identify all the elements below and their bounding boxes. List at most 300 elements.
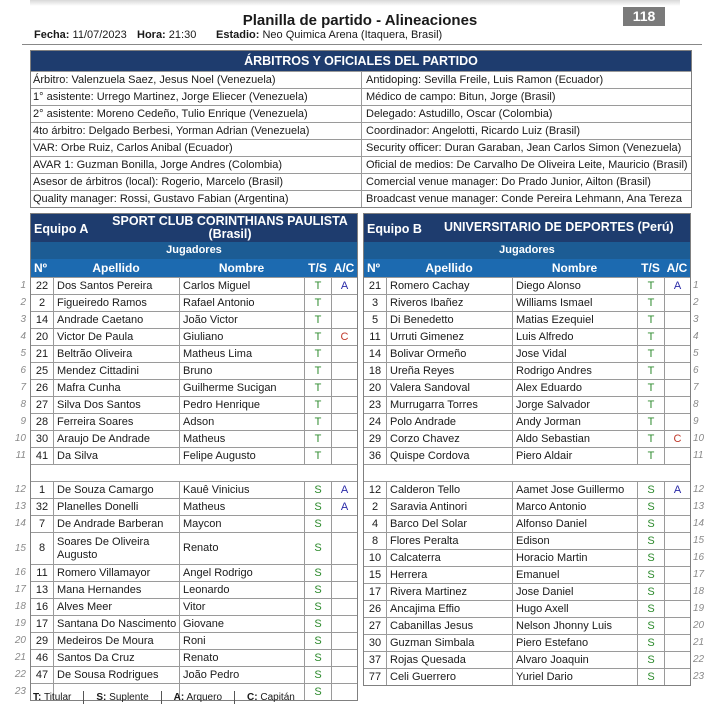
player-ac — [664, 516, 690, 532]
player-apellido: Flores Peralta — [386, 533, 512, 549]
player-ac: A — [331, 482, 357, 498]
player-apellido: De Souza Camargo — [53, 482, 179, 498]
player-row — [364, 430, 690, 447]
player-apellido: Calcaterra — [386, 550, 512, 566]
team-a-label: Equipo A — [34, 222, 89, 236]
row-index: 3 — [20, 314, 26, 325]
fecha-value: 11/07/2023 — [72, 29, 127, 41]
official-item: Asesor de árbitros (local): Rogerio, Marcelo (Brasil) — [31, 173, 361, 190]
player-ac — [664, 363, 690, 379]
estadio-label: Estadio: — [216, 29, 260, 41]
player-nombre: Adson — [179, 414, 304, 430]
player-ts: T — [637, 414, 664, 430]
player-apellido: Polo Andrade — [386, 414, 512, 430]
player-apellido: Andrade Caetano — [53, 312, 179, 328]
player-row — [364, 447, 690, 464]
player-ts: S — [637, 482, 664, 498]
player-number: 28 — [35, 416, 49, 428]
player-ts: S — [637, 652, 664, 668]
legend-key: S: — [96, 692, 107, 703]
player-apellido: Ferreira Soares — [53, 414, 179, 430]
player-ts: T — [304, 448, 331, 464]
player-nombre: João Victor — [179, 312, 304, 328]
row-index: 19 — [693, 603, 705, 614]
player-ac — [331, 650, 357, 666]
row-index: 4 — [20, 331, 26, 342]
player-ac — [331, 363, 357, 379]
player-nombre: Carlos Miguel — [179, 278, 304, 294]
player-number: 11 — [369, 331, 381, 343]
player-apellido: De Andrade Barberan — [53, 516, 179, 532]
legend-item — [234, 691, 307, 704]
player-apellido: Riveros Ibañez — [386, 295, 512, 311]
player-ac — [664, 312, 690, 328]
player-ts: S — [304, 633, 331, 649]
legend-label: Suplente — [109, 692, 149, 703]
player-apellido: Calderon Tello — [386, 482, 512, 498]
player-nombre: Alex Eduardo — [512, 380, 637, 396]
player-number: 21 — [368, 280, 382, 292]
player-number: 16 — [35, 601, 49, 613]
row-index: 4 — [693, 331, 699, 342]
player-row — [364, 413, 690, 430]
team-a-name — [107, 215, 353, 241]
player-ts: T — [637, 397, 664, 413]
player-nombre: Aamet Jose Guillermo — [512, 482, 637, 498]
player-apellido: Alves Meer — [53, 599, 179, 615]
legend-key: A: — [173, 692, 185, 703]
player-apellido: Silva Dos Santos — [53, 397, 179, 413]
player-nombre: Nelson Jhonny Luis — [512, 618, 637, 634]
player-ts: S — [304, 650, 331, 666]
player-row — [364, 328, 690, 345]
fecha-label: Fecha: — [34, 29, 70, 41]
player-apellido: Planelles Donelli — [53, 499, 179, 515]
player-nombre: Jose Daniel — [512, 584, 637, 600]
player-nombre: Rafael Antonio — [179, 295, 304, 311]
player-apellido: Bolivar Ormeño — [386, 346, 512, 362]
player-ts: S — [637, 601, 664, 617]
section-gap — [364, 464, 690, 481]
row-index: 14 — [693, 518, 705, 529]
player-number: 32 — [35, 501, 49, 513]
player-ts: T — [304, 397, 331, 413]
player-number: 21 — [35, 348, 49, 360]
player-number: 11 — [36, 567, 48, 579]
player-ts: T — [304, 295, 331, 311]
player-nombre: Diego Alonso — [512, 278, 637, 294]
player-ac — [331, 414, 357, 430]
team-a-name-line1: SPORT CLUB CORINTHIANS PAULISTA — [112, 214, 348, 228]
player-ac — [331, 431, 357, 447]
player-ac — [664, 669, 690, 685]
player-number: 36 — [368, 450, 382, 462]
player-row — [31, 345, 357, 362]
team-a-table — [30, 213, 358, 701]
player-ts: S — [637, 516, 664, 532]
row-index: 12 — [14, 484, 26, 495]
row-index: 22 — [14, 669, 26, 680]
player-ts: S — [637, 635, 664, 651]
player-ts: S — [637, 567, 664, 583]
legend-label: Arquero — [186, 692, 223, 703]
player-ac — [664, 329, 690, 345]
player-nombre: Jorge Salvador — [512, 397, 637, 413]
player-ac: A — [331, 278, 357, 294]
player-number: 18 — [368, 365, 382, 377]
legend-item — [161, 691, 234, 704]
player-ac — [664, 601, 690, 617]
player-number: 77 — [368, 671, 382, 683]
row-index: 7 — [693, 382, 699, 393]
player-apellido: Soares De Oliveira Augusto — [53, 533, 179, 564]
player-row — [31, 447, 357, 464]
player-number: 27 — [35, 399, 49, 411]
player-ac — [664, 346, 690, 362]
row-index: 6 — [20, 365, 26, 376]
row-index: 18 — [14, 601, 26, 612]
player-apellido: Romero Villamayor — [53, 565, 179, 581]
player-row — [364, 515, 690, 532]
player-ts: S — [304, 684, 331, 700]
player-ts: S — [304, 516, 331, 532]
player-ac: A — [664, 278, 690, 294]
player-row — [31, 430, 357, 447]
row-index: 9 — [20, 416, 26, 427]
player-row — [31, 277, 357, 294]
player-row — [31, 598, 357, 615]
player-number: 5 — [371, 314, 379, 326]
player-ts: T — [637, 278, 664, 294]
player-number: 10 — [368, 552, 382, 564]
player-apellido: Ureña Reyes — [386, 363, 512, 379]
col-ts: T/S — [641, 261, 660, 275]
player-row — [364, 362, 690, 379]
team-b-name-line1: UNIVERSITARIO DE DEPORTES (Perú) — [444, 220, 674, 234]
page-number-badge: 118 — [623, 7, 665, 26]
player-nombre: Alfonso Daniel — [512, 516, 637, 532]
team-a-column-headers — [31, 259, 357, 277]
player-nombre: Marco Antonio — [512, 499, 637, 515]
player-ac — [331, 616, 357, 632]
player-ts: T — [304, 431, 331, 447]
row-index: 6 — [693, 365, 699, 376]
player-ts: T — [637, 346, 664, 362]
player-ts: S — [304, 582, 331, 598]
player-nombre: Kauê Vinicius — [179, 482, 304, 498]
player-apellido: Araujo De Andrade — [53, 431, 179, 447]
official-item: VAR: Orbe Ruiz, Carlos Anibal (Ecuador) — [31, 139, 361, 156]
player-apellido: Medeiros De Moura — [53, 633, 179, 649]
player-nombre: Emanuel — [512, 567, 637, 583]
player-nombre: Matheus — [179, 499, 304, 515]
player-number: 4 — [371, 518, 379, 530]
official-item: Quality manager: Rossi, Gustavo Fabian (Argentina) — [31, 190, 361, 207]
player-number: 3 — [371, 297, 379, 309]
player-ts: T — [304, 414, 331, 430]
official-item: Coordinador: Angelotti, Ricardo Luiz (Brasil) — [361, 122, 691, 139]
player-ac — [331, 565, 357, 581]
team-a-body — [31, 277, 357, 700]
team-a-header — [31, 214, 357, 242]
player-ts: S — [637, 499, 664, 515]
player-number: 30 — [368, 637, 382, 649]
player-row — [364, 549, 690, 566]
player-number: 12 — [368, 484, 382, 496]
player-number: 29 — [35, 635, 49, 647]
player-nombre: Angel Rodrigo — [179, 565, 304, 581]
row-index: 21 — [693, 637, 705, 648]
row-index: 10 — [693, 433, 705, 444]
player-apellido: Figueiredo Ramos — [53, 295, 179, 311]
player-apellido: Cabanillas Jesus — [386, 618, 512, 634]
player-apellido: Santana Do Nascimento — [53, 616, 179, 632]
player-nombre: Renato — [179, 650, 304, 666]
player-nombre: Williams Ismael — [512, 295, 637, 311]
player-nombre: Matheus — [179, 431, 304, 447]
player-ts: S — [637, 533, 664, 549]
player-nombre: Matias Ezequiel — [512, 312, 637, 328]
officials-title: ÁRBITROS Y OFICIALES DEL PARTIDO — [31, 51, 691, 71]
player-ac — [331, 448, 357, 464]
player-ts: S — [304, 599, 331, 615]
player-row — [31, 615, 357, 632]
player-apellido: Murrugarra Torres — [386, 397, 512, 413]
player-row — [364, 634, 690, 651]
player-row — [31, 581, 357, 598]
player-apellido: Ancajima Effio — [386, 601, 512, 617]
official-item: Antidoping: Sevilla Freile, Luis Ramon (Ecuador) — [361, 71, 691, 88]
player-number: 37 — [368, 654, 382, 666]
row-index: 5 — [20, 348, 26, 359]
player-row — [364, 277, 690, 294]
player-row — [364, 345, 690, 362]
estadio-field — [216, 29, 442, 41]
player-ts: T — [637, 295, 664, 311]
team-b-header — [364, 214, 690, 242]
player-apellido: Mana Hernandes — [53, 582, 179, 598]
player-nombre: Matheus Lima — [179, 346, 304, 362]
player-number: 13 — [35, 584, 49, 596]
player-number: 8 — [38, 542, 46, 554]
player-ac: A — [664, 482, 690, 498]
col-no: Nº — [34, 261, 48, 275]
player-row — [31, 666, 357, 683]
team-b-label: Equipo B — [367, 222, 422, 236]
player-row — [364, 600, 690, 617]
official-item: 4to árbitro: Delgado Berbesi, Yorman Adrian (Venezuela) — [31, 122, 361, 139]
player-ts: T — [637, 380, 664, 396]
player-row — [31, 498, 357, 515]
player-nombre: Felipe Augusto — [179, 448, 304, 464]
col-nombre: Nombre — [218, 261, 265, 275]
row-index: 21 — [14, 652, 26, 663]
player-ac — [331, 533, 357, 564]
row-index: 20 — [14, 635, 26, 646]
player-nombre: Roni — [179, 633, 304, 649]
player-ts: S — [637, 550, 664, 566]
row-index: 19 — [14, 618, 26, 629]
player-number: 26 — [368, 603, 382, 615]
hora-value: 21:30 — [168, 29, 197, 41]
player-ts: S — [304, 667, 331, 683]
player-apellido: Mendez Cittadini — [53, 363, 179, 379]
player-ac — [331, 633, 357, 649]
player-apellido: Guzman Simbala — [386, 635, 512, 651]
official-item: Security officer: Duran Garaban, Jean Carlos Simon (Venezuela) — [361, 139, 691, 156]
row-index: 10 — [14, 433, 26, 444]
legend-key: C: — [247, 692, 258, 703]
player-ac — [331, 380, 357, 396]
player-row — [31, 311, 357, 328]
player-row — [364, 294, 690, 311]
player-ts: T — [304, 278, 331, 294]
player-apellido: Valera Sandoval — [386, 380, 512, 396]
player-number: 22 — [35, 280, 49, 292]
col-ac: A/C — [666, 261, 688, 275]
row-index: 18 — [693, 586, 705, 597]
player-row — [31, 328, 357, 345]
official-item: Médico de campo: Bitun, Jorge (Brasil) — [361, 88, 691, 105]
player-number: 15 — [368, 569, 382, 581]
page-title: Planilla de partido - Alineaciones — [242, 12, 478, 29]
player-ts: T — [304, 363, 331, 379]
player-row — [364, 311, 690, 328]
player-ts: T — [637, 312, 664, 328]
player-row — [364, 532, 690, 549]
player-ac — [331, 397, 357, 413]
player-row — [364, 617, 690, 634]
player-ac — [664, 618, 690, 634]
player-number: 14 — [35, 314, 49, 326]
player-apellido: Quispe Cordova — [386, 448, 512, 464]
legend-label: Capitán — [260, 692, 295, 703]
player-nombre: Guilherme Sucigan — [179, 380, 304, 396]
player-number: 20 — [35, 331, 49, 343]
player-nombre: Bruno — [179, 363, 304, 379]
player-nombre: Piero Estefano — [512, 635, 637, 651]
player-row — [31, 532, 357, 564]
player-nombre: Horacio Martin — [512, 550, 637, 566]
player-ts: T — [637, 363, 664, 379]
hora-field — [137, 29, 196, 41]
player-row — [364, 583, 690, 600]
player-apellido: Da Silva — [53, 448, 179, 464]
player-ac — [664, 380, 690, 396]
row-index: 8 — [20, 399, 26, 410]
official-item: Árbitro: Valenzuela Saez, Jesus Noel (Venezuela) — [31, 71, 361, 88]
player-ac — [331, 516, 357, 532]
player-row — [364, 396, 690, 413]
player-ac — [331, 684, 357, 700]
player-row — [364, 498, 690, 515]
team-b-jugadores-header: Jugadores — [364, 242, 690, 259]
row-index: 14 — [14, 518, 26, 529]
player-row — [31, 649, 357, 666]
player-ac — [664, 584, 690, 600]
player-nombre: Jose Vidal — [512, 346, 637, 362]
row-index: 16 — [14, 567, 26, 578]
header-divider — [22, 44, 702, 45]
player-ac — [331, 582, 357, 598]
player-ac: C — [664, 431, 690, 447]
player-nombre: Piero Aldair — [512, 448, 637, 464]
official-item: AVAR 1: Guzman Bonilla, Jorge Andres (Colombia) — [31, 156, 361, 173]
player-row — [31, 413, 357, 430]
player-ac — [664, 397, 690, 413]
player-ts: S — [637, 669, 664, 685]
officials-table — [30, 50, 692, 208]
player-apellido: Dos Santos Pereira — [53, 278, 179, 294]
player-ac — [664, 414, 690, 430]
player-row — [364, 481, 690, 498]
player-ts: T — [637, 329, 664, 345]
player-ac — [331, 346, 357, 362]
row-index: 23 — [693, 671, 705, 682]
player-ts: S — [637, 584, 664, 600]
player-ac — [664, 550, 690, 566]
col-ac: A/C — [333, 261, 355, 275]
legend-item — [83, 691, 160, 704]
player-apellido: Corzo Chavez — [386, 431, 512, 447]
player-ac — [664, 448, 690, 464]
player-row — [31, 362, 357, 379]
legend — [30, 691, 330, 704]
player-apellido: Saravia Antinori — [386, 499, 512, 515]
row-index: 15 — [14, 542, 26, 554]
player-apellido: Herrera — [386, 567, 512, 583]
team-a-name-line2: (Brasil) — [208, 227, 252, 241]
player-ts: T — [304, 312, 331, 328]
player-ts: S — [637, 618, 664, 634]
player-row — [31, 294, 357, 311]
row-index: 8 — [693, 399, 699, 410]
col-apellido: Apellido — [425, 261, 473, 275]
officials-grid — [31, 71, 691, 207]
player-number: 24 — [368, 416, 382, 428]
row-index: 12 — [693, 484, 705, 495]
player-row — [364, 651, 690, 668]
team-a-jugadores-header: Jugadores — [31, 242, 357, 259]
player-ts: T — [637, 431, 664, 447]
estadio-value: Neo Quimica Arena (Itaquera, Brasil) — [262, 29, 443, 41]
player-ac — [331, 599, 357, 615]
player-apellido: Di Benedetto — [386, 312, 512, 328]
player-nombre: Luis Alfredo — [512, 329, 637, 345]
player-number: 26 — [35, 382, 49, 394]
team-b-column-headers — [364, 259, 690, 277]
player-ts: T — [304, 380, 331, 396]
player-apellido: Urruti Gimenez — [386, 329, 512, 345]
player-row — [31, 396, 357, 413]
player-ac — [664, 652, 690, 668]
row-index: 1 — [20, 280, 26, 291]
col-nombre: Nombre — [551, 261, 598, 275]
row-index: 16 — [693, 552, 705, 563]
player-ac — [664, 533, 690, 549]
row-index: 11 — [15, 450, 26, 461]
row-index: 9 — [693, 416, 699, 427]
col-ts: T/S — [308, 261, 327, 275]
player-number: 17 — [368, 586, 382, 598]
player-apellido: De Sousa Rodrigues — [53, 667, 179, 683]
player-ac: C — [331, 329, 357, 345]
row-index: 2 — [693, 297, 699, 308]
player-row — [364, 566, 690, 583]
player-number: 27 — [368, 620, 382, 632]
player-ts: S — [304, 616, 331, 632]
player-number: 46 — [35, 652, 49, 664]
